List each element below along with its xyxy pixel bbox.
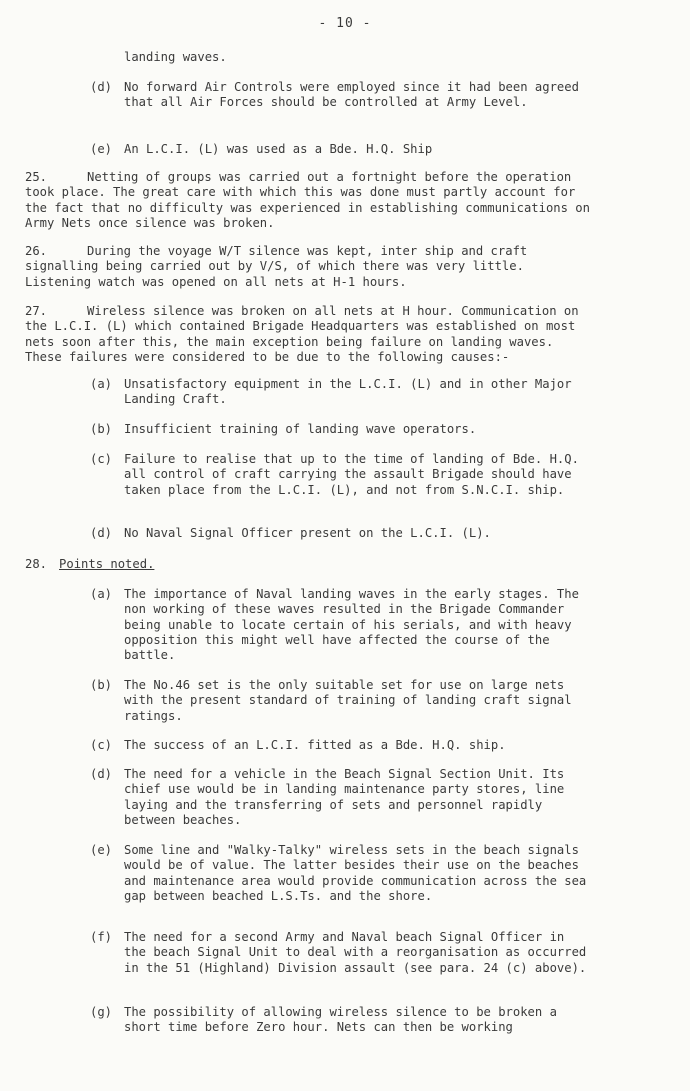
item-text: Some line and "Walky-Talky" wireless sets in the beach signals would be of value. The latter besides their use on the beaches and maintenance area would provide communication across the sea gap between beached L.S.Ts. and the shore. [124, 843, 587, 903]
list-item [90, 930, 590, 976]
item-text: Insufficient training of landing wave operators. [124, 422, 477, 436]
continuation-text: landing waves. [124, 50, 227, 64]
paragraph-27 [25, 304, 590, 365]
item-label: (b) [90, 422, 113, 436]
list-item [90, 142, 590, 157]
item-text: The success of an L.C.I. fitted as a Bde. H.Q. ship. [124, 738, 506, 752]
list-item [90, 587, 590, 663]
paragraph-text: Netting of groups was carried out a fortnight before the operation took place. The great care with which this was done must partly account for the fact that no difficulty was experienced in establishing communications on Army Nets once silence was broken. [25, 170, 590, 230]
page-number: - 10 - [318, 16, 372, 31]
list-item [90, 738, 590, 753]
paragraph-number: 26. [25, 244, 48, 258]
item-label: (d) [90, 767, 113, 781]
paragraph-text: Wireless silence was broken on all nets at H hour. Communication on the L.C.I. (L) which contained Brigade Headquarters was established on most nets soon after this, the main exception being failure on landing waves. These failures were considered to be due to the following causes:- [25, 304, 579, 364]
section-heading [25, 557, 154, 572]
item-label: (b) [90, 678, 113, 692]
item-text: No forward Air Controls were employed since it had been agreed that all Air Forces should be controlled at Army Level. [124, 80, 579, 110]
item-label: (a) [90, 587, 113, 601]
item-text: The No.46 set is the only suitable set for use on large nets with the present standard of training of landing craft signal ratings. [124, 678, 572, 723]
list-item [90, 526, 590, 541]
paragraph-number: 27. [25, 304, 48, 318]
item-label: (e) [90, 843, 113, 857]
item-text: Failure to realise that up to the time of landing of Bde. H.Q. all control of craft carrying the assault Brigade should have taken place from the L.C.I. (L), and not from S.N.C.I. ship. [124, 452, 579, 497]
list-item [90, 422, 590, 437]
item-text: Unsatisfactory equipment in the L.C.I. (L) and in other Major Landing Craft. [124, 377, 572, 407]
item-text: The need for a vehicle in the Beach Signal Section Unit. Its chief use would be in landing maintenance party stores, line laying and the transferring of sets and personnel rapidly between beaches. [124, 767, 565, 827]
section-title: Points noted. [59, 557, 155, 571]
paragraph-number: 25. [25, 170, 48, 184]
list-item [90, 377, 590, 408]
list-item [90, 678, 590, 724]
item-text: The need for a second Army and Naval beach Signal Officer in the beach Signal Unit to deal with a reorganisation as occurred in the 51 (Highland) Division assault (see para. 24 (c) above). [124, 930, 587, 975]
item-label: (a) [90, 377, 113, 391]
item-label: (c) [90, 452, 113, 466]
section-number: 28. [25, 557, 48, 571]
list-item [90, 1005, 590, 1036]
item-label: (f) [90, 930, 113, 944]
paragraph-text: During the voyage W/T silence was kept, inter ship and craft signalling being carried out by V/S, of which there was very little. Listening watch was opened on all nets at H-1 hours. [25, 244, 528, 289]
item-text: The importance of Naval landing waves in the early stages. The non working of these waves resulted in the Brigade Commander being unable to locate certain of his serials, and with heavy opposition this might well have affected the course of the battle. [124, 587, 579, 663]
paragraph-26 [25, 244, 590, 290]
item-label: (g) [90, 1005, 113, 1019]
paragraph-25 [25, 170, 590, 231]
item-text: No Naval Signal Officer present on the L.C.I. (L). [124, 526, 491, 540]
list-item [90, 843, 590, 904]
item-text: An L.C.I. (L) was used as a Bde. H.Q. Ship [124, 142, 433, 156]
item-label: (d) [90, 80, 113, 94]
list-item [90, 767, 590, 828]
item-label: (e) [90, 142, 113, 156]
item-text: The possibility of allowing wireless silence to be broken a short time before Zero hour. Nets can then be working [124, 1005, 557, 1035]
item-label: (c) [90, 738, 113, 752]
list-item [90, 80, 590, 111]
item-label: (d) [90, 526, 113, 540]
list-item [90, 452, 590, 498]
